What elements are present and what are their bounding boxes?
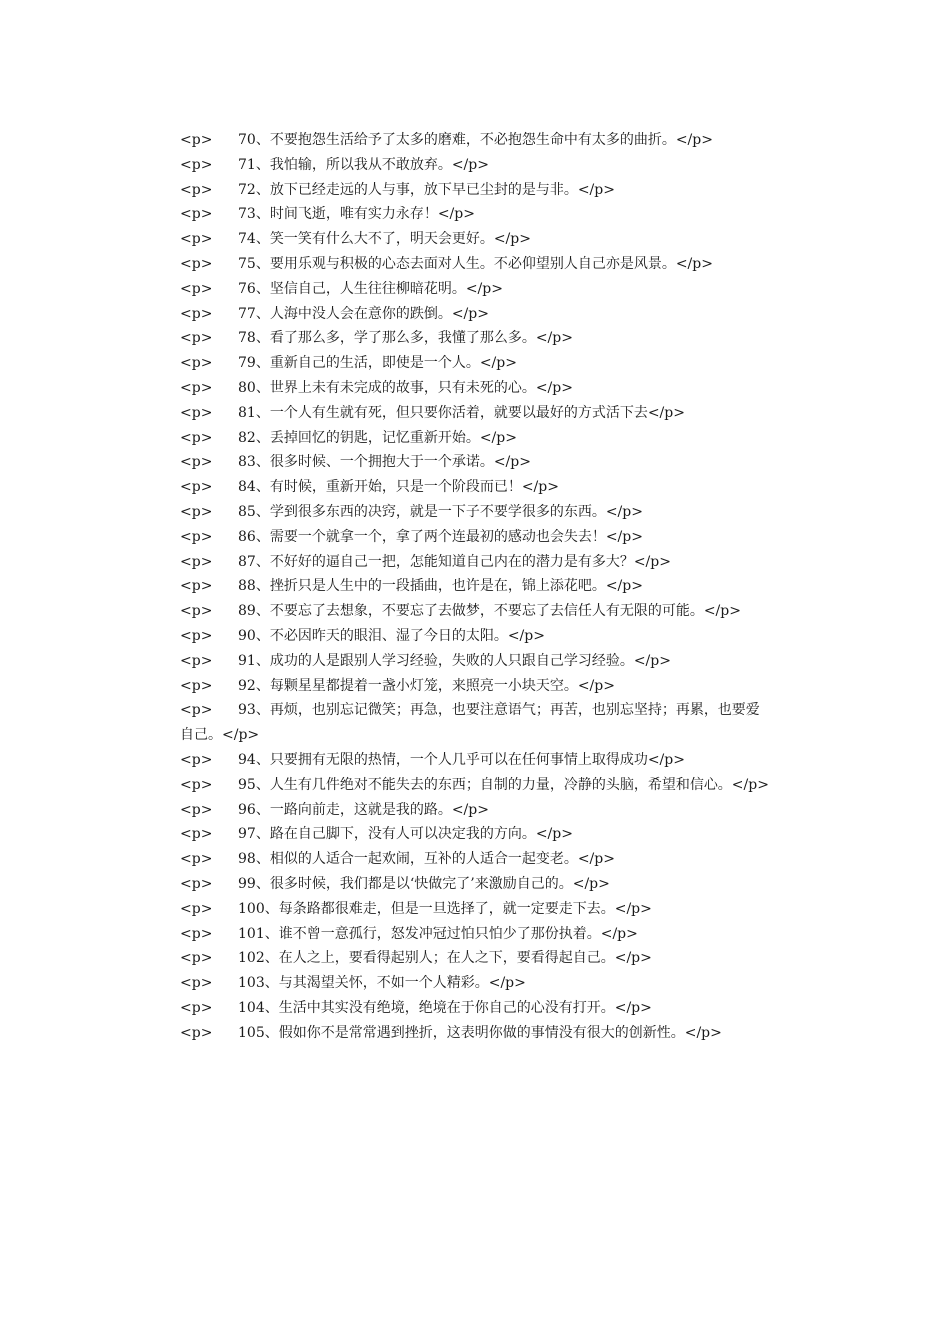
quote-line (180, 376, 772, 401)
open-p-tag: <p> (180, 652, 213, 669)
open-p-tag: <p> (180, 851, 213, 868)
quote-text: 95、人生有几件绝对不能失去的东西；自制的力量，冷静的头脑，希望和信心。</p> (238, 776, 769, 793)
quote-text: 70、不要抱怨生活给予了太多的磨难，不必抱怨生命中有太多的曲折。</p> (238, 132, 713, 148)
quote-line (180, 946, 772, 971)
open-p-tag: <p> (180, 801, 213, 818)
open-p-tag: <p> (180, 900, 213, 917)
quote-text: 77、人海中没人会在意你的跌倒。</p> (238, 305, 489, 322)
quote-text: 94、只要拥有无限的热情，一个人几乎可以在任何事情上取得成功</p> (238, 751, 685, 768)
quote-text: 84、有时候，重新开始，只是一个阶段而已！</p> (238, 479, 559, 496)
open-p-tag: <p> (180, 231, 213, 248)
open-p-tag: <p> (180, 925, 213, 942)
open-p-tag: <p> (180, 677, 213, 694)
quote-line (180, 178, 772, 203)
quote-text: 83、很多时候、一个拥抱大于一个承诺。</p> (238, 454, 531, 471)
quote-line (180, 798, 772, 823)
quote-text: 81、一个人有生就有死，但只要你活着，就要以最好的方式活下去</p> (238, 404, 685, 421)
open-p-tag: <p> (180, 578, 213, 595)
quote-line (180, 202, 772, 227)
open-p-tag: <p> (180, 206, 213, 223)
quote-text: 97、路在自己脚下，没有人可以决定我的方向。</p> (238, 826, 573, 843)
open-p-tag: <p> (180, 975, 213, 992)
open-p-tag: <p> (180, 950, 213, 967)
quote-text: 75、要用乐观与积极的心态去面对人生。不必仰望别人自己亦是风景。</p> (238, 255, 713, 272)
open-p-tag: <p> (180, 702, 213, 719)
quote-line (180, 822, 772, 847)
quote-text: 92、每颗星星都提着一盏小灯笼，来照亮一小块天空。</p> (238, 677, 615, 694)
quote-line (180, 128, 772, 153)
open-p-tag: <p> (180, 528, 213, 545)
quote-text: 78、看了那么多，学了那么多，我懂了那么多。</p> (238, 330, 573, 347)
quote-line (180, 550, 772, 575)
open-p-tag: <p> (180, 627, 213, 644)
quote-text: 74、笑一笑有什么大不了，明天会更好。</p> (238, 231, 531, 248)
open-p-tag: <p> (180, 132, 213, 148)
quote-line (180, 599, 772, 624)
quote-line (180, 351, 772, 376)
quote-text: 86、需要一个就拿一个，拿了两个连最初的感动也会失去！</p> (238, 528, 643, 545)
quote-text: 72、放下已经走远的人与事，放下早已尘封的是与非。</p> (238, 181, 615, 198)
open-p-tag: <p> (180, 479, 213, 496)
quote-text: 98、相似的人适合一起欢闹，互补的人适合一起变老。</p> (238, 851, 615, 868)
quote-text: 82、丢掉回忆的钥匙，记忆重新开始。</p> (238, 429, 517, 446)
quote-text: 100、每条路都很难走，但是一旦选择了，就一定要走下去。</p> (238, 900, 652, 917)
quote-text: 90、不必因昨天的眼泪、湿了今日的太阳。</p> (238, 627, 545, 644)
open-p-tag: <p> (180, 999, 213, 1016)
quote-text: 80、世界上未有未完成的故事，只有未死的心。</p> (238, 379, 573, 396)
quote-line (180, 922, 772, 947)
open-p-tag: <p> (180, 503, 213, 520)
open-p-tag: <p> (180, 255, 213, 272)
quote-list (180, 128, 772, 1045)
quote-text: 73、时间飞逝，唯有实力永存！</p> (238, 206, 475, 223)
open-p-tag: <p> (180, 751, 213, 768)
open-p-tag: <p> (180, 1024, 213, 1041)
open-p-tag: <p> (180, 305, 213, 322)
quote-line (180, 847, 772, 872)
quote-line (180, 574, 772, 599)
quote-line (180, 1021, 772, 1046)
quote-line (180, 500, 772, 525)
quote-text: 99、很多时候，我们都是以‘快做完了’来激励自己的。</p> (238, 875, 610, 892)
quote-text: 88、挫折只是人生中的一段插曲，也许是在，锦上添花吧。</p> (238, 578, 643, 595)
quote-text: 76、坚信自己，人生往往柳暗花明。</p> (238, 280, 503, 297)
quote-line (180, 227, 772, 252)
quote-line (180, 475, 772, 500)
quote-text: 71、我怕输，所以我从不敢放弃。</p> (238, 156, 489, 173)
quote-text: 89、不要忘了去想象，不要忘了去做梦，不要忘了去信任人有无限的可能。</p> (238, 603, 741, 620)
quote-line (180, 401, 772, 426)
quote-text: 85、学到很多东西的决窍，就是一下子不要学很多的东西。</p> (238, 503, 643, 520)
quote-text: 101、谁不曾一意孤行，怒发冲冠过怕只怕少了那份执着。</p> (238, 925, 638, 942)
quote-line (180, 302, 772, 327)
quote-line (180, 674, 772, 699)
quote-line (180, 525, 772, 550)
quote-text: 91、成功的人是跟别人学习经验，失败的人只跟自己学习经验。</p> (238, 652, 671, 669)
open-p-tag: <p> (180, 603, 213, 620)
open-p-tag: <p> (180, 429, 213, 446)
quote-line (180, 450, 772, 475)
open-p-tag: <p> (180, 454, 213, 471)
quote-text: 96、一路向前走，这就是我的路。</p> (238, 801, 489, 818)
quote-line (180, 773, 772, 798)
quote-text: 103、与其渴望关怀，不如一个人精彩。</p> (238, 975, 526, 992)
quote-line (180, 153, 772, 178)
open-p-tag: <p> (180, 280, 213, 297)
quote-line (180, 624, 772, 649)
quote-text: 102、在人之上，要看得起别人；在人之下，要看得起自己。</p> (238, 950, 652, 967)
open-p-tag: <p> (180, 181, 213, 198)
quote-line (180, 748, 772, 773)
quote-line (180, 426, 772, 451)
quote-line (180, 649, 772, 674)
quote-text: 79、重新自己的生活，即使是一个人。</p> (238, 355, 517, 372)
quote-line (180, 698, 772, 748)
open-p-tag: <p> (180, 156, 213, 173)
open-p-tag: <p> (180, 330, 213, 347)
quote-text: 105、假如你不是常常遇到挫折，这表明你做的事情没有很大的创新性。</p> (238, 1024, 722, 1041)
quote-line (180, 252, 772, 277)
quote-text: 104、生活中其实没有绝境，绝境在于你自己的心没有打开。</p> (238, 999, 652, 1016)
open-p-tag: <p> (180, 379, 213, 396)
quote-text: 87、不好好的逼自己一把，怎能知道自己内在的潜力是有多大？</p> (238, 553, 671, 570)
quote-line (180, 326, 772, 351)
open-p-tag: <p> (180, 875, 213, 892)
open-p-tag: <p> (180, 553, 213, 570)
open-p-tag: <p> (180, 355, 213, 372)
quote-text: 93、再烦，也别忘记微笑；再急，也要注意语气；再苦，也别忘坚持；再累，也要爱自己。</p> (180, 702, 760, 744)
quote-line (180, 872, 772, 897)
quote-line (180, 277, 772, 302)
open-p-tag: <p> (180, 826, 213, 843)
quote-line (180, 897, 772, 922)
quote-line (180, 996, 772, 1021)
open-p-tag: <p> (180, 404, 213, 421)
quote-line (180, 971, 772, 996)
open-p-tag: <p> (180, 776, 213, 793)
